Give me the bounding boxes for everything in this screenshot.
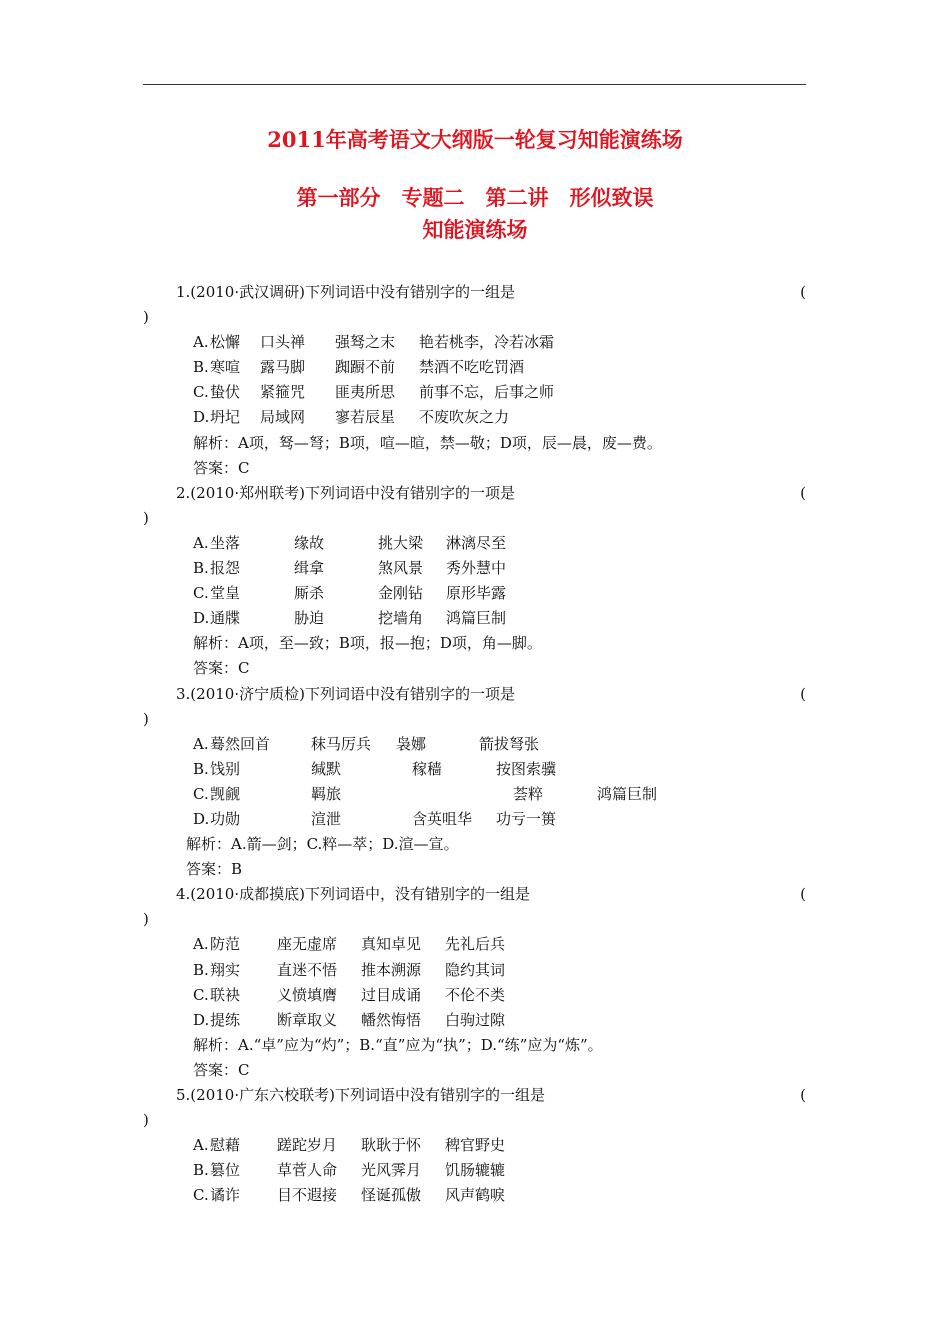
option-word: 谲诈 bbox=[210, 1186, 241, 1205]
option-word: 缄默 bbox=[311, 759, 342, 778]
option-word: 稼穑 bbox=[412, 759, 443, 778]
question-item bbox=[143, 1083, 806, 1208]
option-label: D. bbox=[193, 609, 210, 628]
option-word: 松懈 bbox=[210, 333, 241, 352]
option-word: 淋漓尽至 bbox=[446, 533, 507, 552]
answer-text: 答案：C bbox=[193, 659, 250, 678]
option-word: 断章取义 bbox=[277, 1010, 338, 1029]
option-word: 荟粹 bbox=[513, 784, 544, 803]
option-word: 艳若桃李，冷若冰霜 bbox=[419, 333, 555, 352]
analysis-text: 解析：A.箭—剑；C.粹—萃；D.渲—宣。 bbox=[186, 835, 459, 854]
option-label: B. bbox=[193, 759, 209, 778]
question-stem: 3.(2010·济宁质检)下列词语中没有错别字的一项是 bbox=[176, 684, 515, 703]
option-word: 提练 bbox=[210, 1010, 241, 1029]
option-word: 羁旅 bbox=[311, 784, 342, 803]
answer-paren-close: ) bbox=[143, 709, 149, 728]
option-word: 隐约其词 bbox=[445, 960, 506, 979]
answer-paren-close: ) bbox=[143, 508, 149, 527]
option-label: A. bbox=[193, 1136, 209, 1155]
option-word: 缉拿 bbox=[294, 559, 325, 578]
option-line bbox=[143, 807, 806, 832]
option-line bbox=[143, 355, 806, 380]
option-word: 功亏一篑 bbox=[496, 809, 557, 828]
option-word: 草菅人命 bbox=[277, 1161, 338, 1180]
option-label: B. bbox=[193, 358, 209, 377]
option-label: C. bbox=[193, 383, 209, 402]
option-line bbox=[143, 757, 806, 782]
option-word: 按图索骥 bbox=[496, 759, 557, 778]
option-word: 寒喧 bbox=[210, 358, 241, 377]
option-line bbox=[143, 581, 806, 606]
option-label: C. bbox=[193, 985, 209, 1004]
option-word: 煞风景 bbox=[378, 559, 424, 578]
option-word: 踟蹰不前 bbox=[335, 358, 396, 377]
option-word: 稗官野史 bbox=[445, 1136, 506, 1155]
option-word: 箭拔弩张 bbox=[479, 734, 540, 753]
option-word: 通牒 bbox=[210, 609, 241, 628]
option-label: D. bbox=[193, 408, 210, 427]
option-line bbox=[143, 556, 806, 581]
option-word: 光风霁月 bbox=[361, 1161, 422, 1180]
question-stem: 4.(2010·成都摸底)下列词语中，没有错别字的一组是 bbox=[176, 885, 530, 904]
option-label: C. bbox=[193, 584, 209, 603]
option-label: A. bbox=[193, 734, 209, 753]
option-word: 秣马厉兵 bbox=[311, 734, 372, 753]
option-word: 堂皇 bbox=[210, 584, 241, 603]
option-word: 紧箍咒 bbox=[260, 383, 306, 402]
question-stem: 1.(2010·武汉调研)下列词语中没有错别字的一组是 bbox=[176, 283, 515, 301]
option-word: 义愤填膺 bbox=[277, 985, 338, 1004]
option-label: D. bbox=[193, 1010, 210, 1029]
option-word: 厮杀 bbox=[294, 584, 325, 603]
option-word: 口头禅 bbox=[260, 333, 306, 352]
answer-paren-open: ( bbox=[800, 1086, 806, 1104]
option-word: 饥肠辘辘 bbox=[445, 1161, 506, 1180]
option-label: B. bbox=[193, 960, 209, 979]
question-list bbox=[143, 280, 806, 1208]
option-word: 含英咀华 bbox=[412, 809, 473, 828]
option-line bbox=[143, 932, 806, 957]
section-subtitle-2: 知能演练场 bbox=[422, 217, 528, 242]
option-word: 蹉跎岁月 bbox=[277, 1136, 338, 1155]
option-word: 渲泄 bbox=[311, 809, 342, 828]
option-word: 挑大梁 bbox=[378, 533, 424, 552]
option-word: 觊觎 bbox=[210, 784, 241, 803]
option-word: 直迷不悟 bbox=[277, 960, 338, 979]
option-word: 秀外慧中 bbox=[446, 559, 507, 578]
answer-text: 答案：B bbox=[186, 860, 243, 879]
option-word: 翔实 bbox=[210, 960, 241, 979]
answer-paren-close: ) bbox=[143, 308, 149, 327]
option-word: 坍圮 bbox=[210, 408, 241, 427]
option-line bbox=[143, 380, 806, 405]
option-label: D. bbox=[193, 809, 210, 828]
option-label: B. bbox=[193, 1161, 209, 1180]
answer-text: 答案：C bbox=[193, 458, 250, 477]
answer-paren-close: ) bbox=[143, 910, 149, 929]
option-line bbox=[143, 1158, 806, 1183]
option-word: 露马脚 bbox=[260, 358, 306, 377]
option-word: 慰藉 bbox=[210, 1136, 241, 1155]
option-word: 联袂 bbox=[210, 985, 241, 1004]
option-line bbox=[143, 958, 806, 983]
option-word: 缘故 bbox=[294, 533, 325, 552]
answer-paren-open: ( bbox=[800, 483, 806, 502]
answer-text: 答案：C bbox=[193, 1060, 250, 1079]
analysis-text: 解析：A项，至—致；B项，报—抱；D项，角—脚。 bbox=[193, 634, 542, 653]
option-word: 不伦不类 bbox=[445, 985, 506, 1004]
question-stem: 5.(2010·广东六校联考)下列词语中没有错别字的一组是 bbox=[176, 1086, 545, 1104]
option-line bbox=[143, 405, 806, 430]
answer-paren-open: ( bbox=[800, 684, 806, 703]
option-word: 寥若辰星 bbox=[335, 408, 396, 427]
question-stem-line bbox=[143, 1083, 806, 1108]
option-word: 蓦然回首 bbox=[210, 734, 271, 753]
option-word: 不废吹灰之力 bbox=[419, 408, 510, 427]
document-title: 2011年高考语文大纲版一轮复习知能演练场 bbox=[267, 127, 683, 152]
option-word: 金刚钻 bbox=[378, 584, 424, 603]
option-word: 篡位 bbox=[210, 1161, 241, 1180]
option-line bbox=[143, 1133, 806, 1158]
analysis-text: 解析：A.“卓”应为“灼”；B.“直”应为“执”；D.“练”应为“炼”。 bbox=[193, 1035, 603, 1054]
option-word: 鸿篇巨制 bbox=[446, 609, 507, 628]
question-item bbox=[143, 682, 806, 883]
option-word: 袅娜 bbox=[396, 734, 427, 753]
option-word: 饯别 bbox=[210, 759, 241, 778]
option-label: B. bbox=[193, 559, 209, 578]
option-word: 耿耿于怀 bbox=[361, 1136, 422, 1155]
option-line bbox=[143, 732, 806, 757]
option-word: 推本溯源 bbox=[361, 960, 422, 979]
option-word: 功勋 bbox=[210, 809, 241, 828]
option-word: 强驽之末 bbox=[335, 333, 396, 352]
option-word: 过目成诵 bbox=[361, 985, 422, 1004]
analysis-text: 解析：A项，驽—弩；B项，喧—暄，禁—敬；D项，辰—晨，废—费。 bbox=[193, 433, 662, 452]
option-line bbox=[143, 606, 806, 631]
option-word: 真知卓见 bbox=[361, 935, 422, 954]
question-item bbox=[143, 882, 806, 1083]
option-line bbox=[143, 782, 806, 807]
answer-paren-close: ) bbox=[143, 1111, 149, 1130]
option-word: 原形毕露 bbox=[446, 584, 507, 603]
option-word: 匪夷所思 bbox=[335, 383, 396, 402]
question-item bbox=[143, 280, 806, 481]
option-line bbox=[143, 1008, 806, 1033]
question-stem: 2.(2010·郑州联考)下列词语中没有错别字的一项是 bbox=[176, 483, 515, 502]
option-word: 挖墙角 bbox=[378, 609, 424, 628]
answer-paren-open: ( bbox=[800, 885, 806, 904]
option-word: 坐落 bbox=[210, 533, 241, 552]
option-label: C. bbox=[193, 784, 209, 803]
option-word: 座无虚席 bbox=[277, 935, 338, 954]
option-word: 胁迫 bbox=[294, 609, 325, 628]
option-word: 局域网 bbox=[260, 408, 306, 427]
option-word: 鸿篇巨制 bbox=[597, 784, 658, 803]
option-label: A. bbox=[193, 533, 209, 552]
section-subtitle: 第一部分 专题二 第二讲 形似致误 bbox=[296, 185, 654, 210]
option-label: A. bbox=[193, 333, 209, 352]
option-word: 风声鹤唳 bbox=[445, 1186, 506, 1205]
question-stem-line bbox=[143, 882, 806, 907]
option-word: 前事不忘，后事之师 bbox=[419, 383, 555, 402]
header-rule bbox=[143, 84, 806, 85]
question-item bbox=[143, 481, 806, 682]
option-word: 目不遐接 bbox=[277, 1186, 338, 1205]
answer-paren-open: ( bbox=[800, 283, 806, 301]
option-word: 防范 bbox=[210, 935, 241, 954]
option-line bbox=[143, 1183, 806, 1208]
question-stem-line bbox=[143, 280, 806, 305]
option-word: 蛰伏 bbox=[210, 383, 241, 402]
option-word: 报怨 bbox=[210, 559, 241, 578]
option-word: 怪诞孤傲 bbox=[361, 1186, 422, 1205]
option-word: 先礼后兵 bbox=[445, 935, 506, 954]
question-stem-line bbox=[143, 481, 806, 506]
option-label: A. bbox=[193, 935, 209, 954]
option-label: C. bbox=[193, 1186, 209, 1205]
option-word: 禁酒不吃吃罚酒 bbox=[419, 358, 525, 377]
question-stem-line bbox=[143, 682, 806, 707]
option-line bbox=[143, 531, 806, 556]
option-word: 幡然悔悟 bbox=[361, 1010, 422, 1029]
option-line bbox=[143, 330, 806, 355]
option-word: 白驹过隙 bbox=[445, 1010, 506, 1029]
option-line bbox=[143, 983, 806, 1008]
